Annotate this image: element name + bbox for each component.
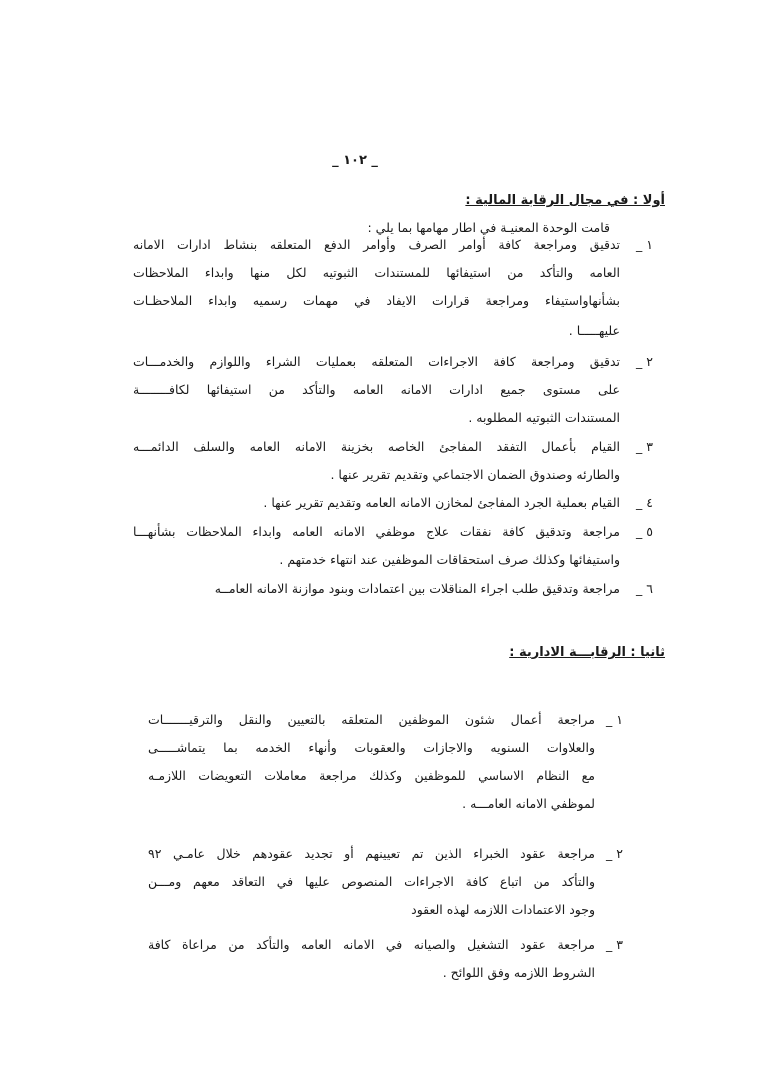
item-text-line: مراجعة عقود الخبراء الذين تم تعيينهم أو تجديد عقودهم خلال عامـي ٩٢ [148, 846, 595, 861]
item-text-line: وجود الاعتمادات اللازمه لهذه العقود [411, 902, 595, 917]
item-text-line: على مستوى جميع ادارات الامانه العامه والتأكد من استيفائها لكافــــــــة [133, 382, 620, 397]
page-number: _ ١٠٢ _ [332, 153, 378, 168]
section1-intro: قامت الوحدة المعنيـة في اطار مهامها بما يلي : [367, 220, 610, 235]
item-text-line: والطارئه وصندوق الضمان الاجتماعي وتقديم تقرير عنها . [330, 467, 620, 482]
item-number: ٤ _ [636, 495, 653, 510]
item-text-line: والتأكد من اتباع كافة الاجراءات المنصوص عليها في التعاقد معهم ومـــن [148, 874, 595, 889]
item-text-line: العامه والتأكد من استيفائها للمستندات الثبوتيه لكل منها وابداء الملاحظات [133, 265, 620, 280]
item-text-line: بشأنهاواستيفاء ومراجعة قرارات الايفاد في مهمات رسميه وابداء الملاحظـات [133, 293, 620, 308]
item-number: ٦ _ [636, 581, 653, 596]
item-number: ٢ _ [606, 846, 623, 861]
item-text-line: تدقيق ومراجعة كافة أوامر الصرف وأوامر الدفع المتعلقه بنشاط ادارات الامانه [133, 237, 620, 252]
item-number: ٣ _ [636, 439, 653, 454]
item-text-line: الشروط اللازمه وفق اللوائح . [442, 965, 595, 980]
item-text-line: لموظفي الامانه العامـــه . [462, 796, 595, 811]
item-text-line: عليهـــــا . [568, 323, 620, 338]
section2-heading: ثانيا : الرقابـــة الادارية : [509, 645, 665, 660]
item-number: ١ _ [606, 712, 623, 727]
item-text-line: القيام بأعمال التفقد المفاجئ الخاصه بخزينة الامانه العامه والسلف الدائمـــه [133, 439, 620, 454]
item-number: ١ _ [636, 237, 653, 252]
item-text-line: تدقيق ومراجعة كافة الاجراءات المتعلقه بعمليات الشراء واللوازم والخدمـــات [133, 354, 620, 369]
item-text-line: والعلاوات السنويه والاجازات والعقوبات وأنهاء الخدمه بما يتماشـــــى [148, 740, 595, 755]
item-text-line: واستيفائها وكذلك صرف استحقاقات الموظفين عند انتهاء خدمتهم . [279, 552, 620, 567]
item-text-line: مع النظام الاساسي للموظفين وكذلك مراجعة معاملات التعويضات اللازمـه [148, 768, 595, 783]
item-text-line: مراجعة عقود التشغيل والصيانه في الامانه العامه والتأكد من مراعاة كافة [148, 937, 595, 952]
item-text-line: مراجعة وتدقيق كافة نفقات علاج موظفي الامانه العامه وابداء الملاحظات بشأنهـــا [133, 524, 620, 539]
item-text-line: مراجعة أعمال شئون الموظفين المتعلقه بالتعيين والنقل والترقيـــــــات [148, 712, 595, 727]
item-number: ٣ _ [606, 937, 623, 952]
item-text-line: القيام بعملية الجرد المفاجئ لمخازن الامانه العامه وتقديم تقرير عنها . [263, 495, 620, 510]
item-number: ٢ _ [636, 354, 653, 369]
section1-heading: أولا : في مجال الرقابة المالية : [465, 193, 665, 208]
item-number: ٥ _ [636, 524, 653, 539]
item-text-line: المستندات الثبوتيه المطلوبه . [468, 410, 620, 425]
item-text-line: مراجعة وتدقيق طلب اجراء المناقلات بين اعتمادات وبنود موازنة الامانه العامــه [214, 581, 620, 596]
